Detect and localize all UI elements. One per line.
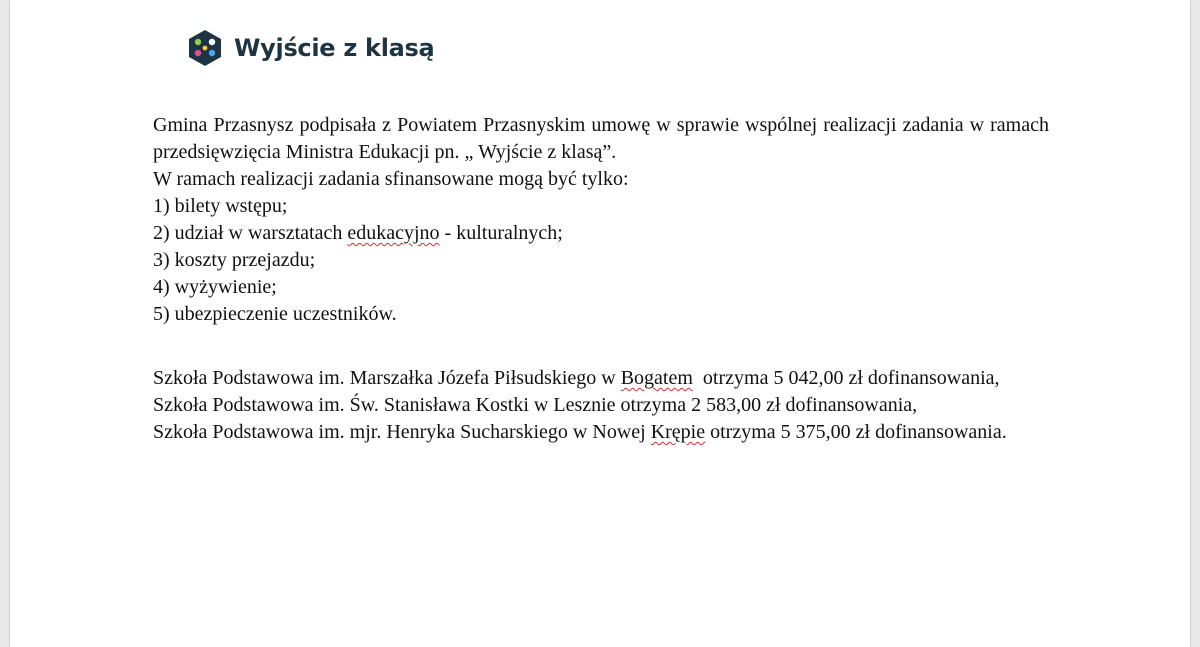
school-text-end: otrzyma 5 375,00 zł dofinansowania. [705, 421, 1007, 443]
list-item-suffix: - kulturalnych; [439, 222, 563, 244]
document-page [10, 0, 1190, 647]
list-item: 4) wyżywienie; [153, 276, 277, 298]
school-paragraph: Szkoła Podstawowa im. Św. Stanisława Kostki w Lesznie otrzyma 2 583,00 zł dofinansowania, [153, 394, 918, 416]
school-text-end: otrzyma 5 042,00 zł dofinansowania, [692, 367, 1000, 389]
spellcheck-word: Krępie [650, 421, 706, 443]
list-heading: W ramach realizacji zadania sfinansowane mogą być tylko: [153, 168, 629, 190]
spacer [153, 328, 1049, 365]
school-paragraph [153, 365, 1049, 392]
cube-logo-icon [186, 28, 224, 68]
spellcheck-word: edukacyjno [347, 222, 440, 244]
school-paragraph [153, 419, 1049, 446]
list-item: 5) ubezpieczenie uczestników. [153, 303, 397, 325]
intro-paragraph: Gmina Przasnysz podpisała z Powiatem Przasnyskim umowę w sprawie wspólnej realizacji zadania w ramach przedsięwzięcia Ministra Edukacji pn. „ Wyjście z klasą”. [153, 114, 1049, 163]
list-item: 3) koszty przejazdu; [153, 249, 316, 271]
list-item-prefix: 2) udział w warsztatach [153, 222, 348, 244]
list-item [153, 220, 1049, 247]
program-logo [186, 28, 434, 68]
list-item: 1) bilety wstępu; [153, 195, 288, 217]
school-text-start: Szkoła Podstawowa im. mjr. Henryka Sucharskiego w Nowej [153, 421, 651, 443]
logo-text: Wyjście z klasą [234, 34, 435, 62]
spellcheck-word: Bogatem [620, 367, 693, 389]
school-text-start: Szkoła Podstawowa im. Marszałka Józefa Piłsudskiego w [153, 367, 621, 389]
document-body [153, 112, 1049, 446]
